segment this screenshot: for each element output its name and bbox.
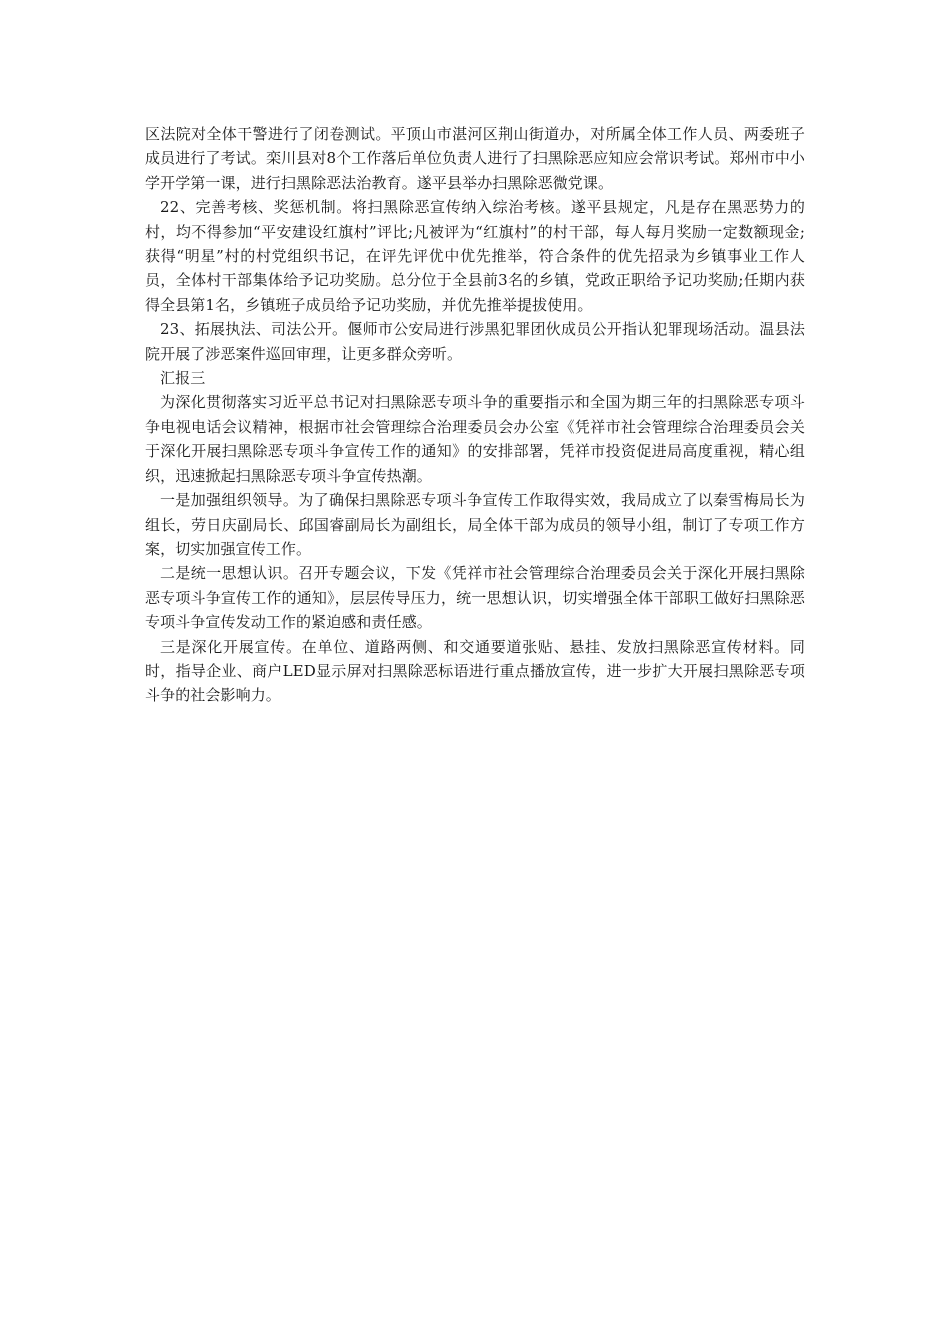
paragraph: 二是统一思想认识。召开专题会议，下发《凭祥市社会管理综合治理委员会关于深化开展扫黑除恶专项斗争宣传工作的通知》，层层传导压力，统一思想认识，切实增强全体干部职工做好扫黑除恶专项斗争宣传发动工作的紧迫感和责任感。 xyxy=(145,564,805,632)
paragraph: 为深化贯彻落实习近平总书记对扫黑除恶专项斗争的重要指示和全国为期三年的扫黑除恶专项斗争电视电话会议精神，根据市社会管理综合治理委员会办公室《凭祥市社会管理综合治理委员会关于深化开展扫黑除恶专项斗争宣传工作的通知》的安排部署，凭祥市投资促进局高度重视，精心组织，迅速掀起扫黑除恶专项斗争宣传热潮。 xyxy=(145,393,805,485)
document-body xyxy=(145,122,805,708)
paragraph: 区法院对全体干警进行了闭卷测试。平顶山市湛河区荆山街道办，对所属全体工作人员、两委班子成员进行了考试。栾川县对8个工作落后单位负责人进行了扫黑除恶应知应会常识考试。郑州市中小学开学第一课，进行扫黑除恶法治教育。遂平县举办扫黑除恶微党课。 xyxy=(145,125,805,192)
paragraph: 23、拓展执法、司法公开。偃师市公安局进行涉黑犯罪团伙成员公开指认犯罪现场活动。温县法院开展了涉恶案件巡回审理，让更多群众旁听。 xyxy=(145,320,805,363)
section-heading: 汇报三 xyxy=(160,369,206,388)
paragraph: 三是深化开展宣传。在单位、道路两侧、和交通要道张贴、悬挂、发放扫黑除恶宣传材料。同时，指导企业、商户LED显示屏对扫黑除恶标语进行重点播放宣传，进一步扩大开展扫黑除恶专项斗争的社会影响力。 xyxy=(145,637,805,705)
paragraph: 22、完善考核、奖惩机制。将扫黑除恶宣传纳入综治考核。遂平县规定，凡是存在黑恶势力的村，均不得参加“平安建设红旗村”评比;凡被评为“红旗村”的村干部，每人每月奖励一定数额现金;获得“明星”村的村党组织书记，在评先评优中优先推举，符合条件的优先招录为乡镇事业工作人员，全体村干部集体给予记功奖励。总分位于全县前3名的乡镇，党政正职给予记功奖励;任期内获得全县第1名，乡镇班子成员给予记功奖励，并优先推举提拔使用。 xyxy=(145,198,805,314)
paragraph: 一是加强组织领导。为了确保扫黑除恶专项斗争宣传工作取得实效，我局成立了以秦雪梅局长为组长，劳日庆副局长、邱国睿副局长为副组长，局全体干部为成员的领导小组，制订了专项工作方案，切实加强宣传工作。 xyxy=(145,491,805,558)
